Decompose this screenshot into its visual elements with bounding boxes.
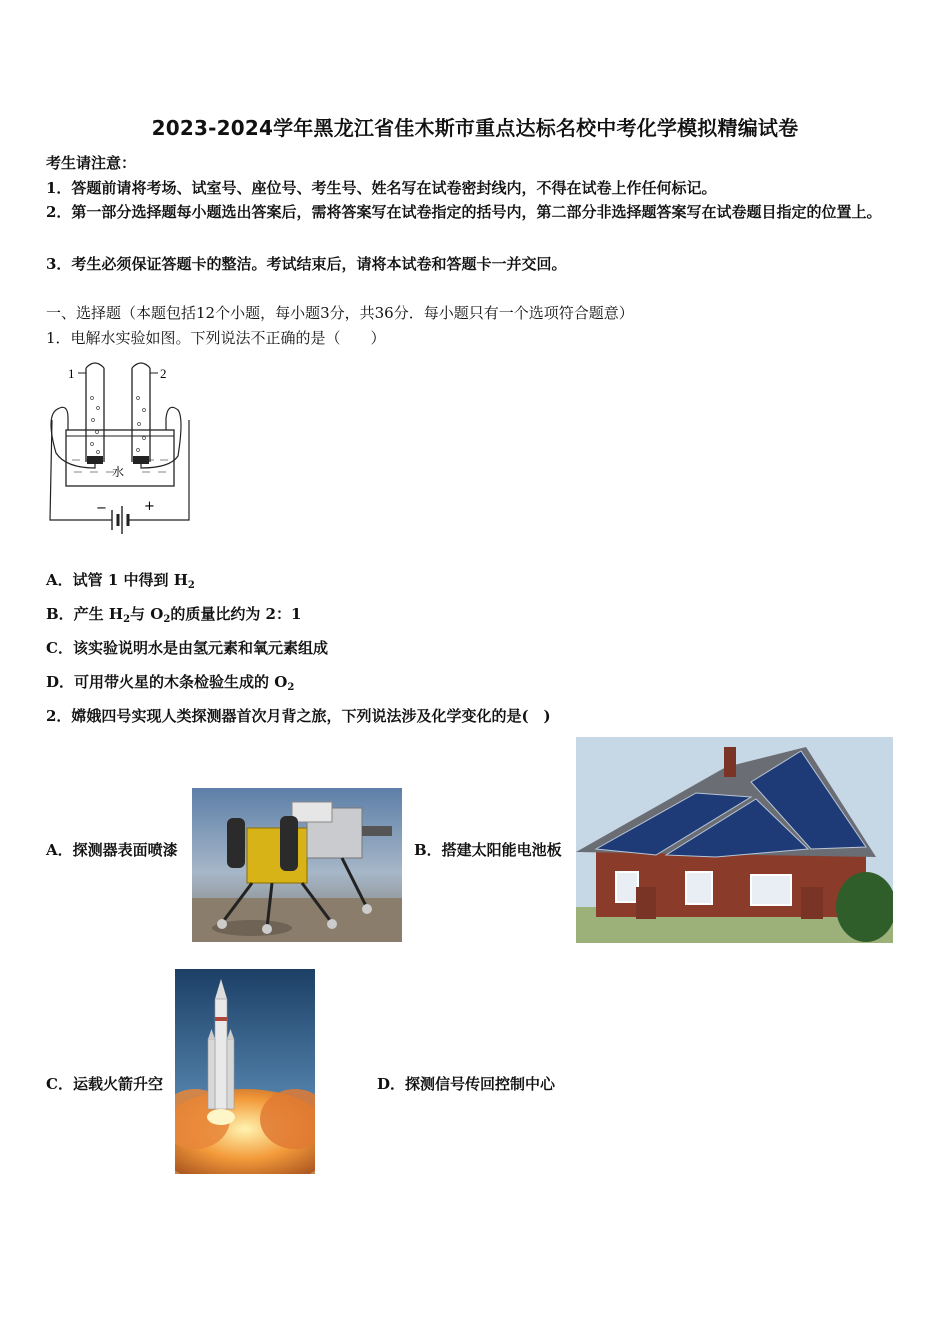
notice-item-1: 1．答题前请将考场、试室号、座位号、考生号、姓名写在试卷密封线内，不得在试卷上作任何标记。 <box>46 179 717 197</box>
notice-item-3: 3．考生必须保证答题卡的整洁。考试结束后，请将本试卷和答题卡一并交回。 <box>46 255 567 273</box>
minus-label: − <box>96 501 107 516</box>
water-label: 水 <box>112 465 125 479</box>
q1-option-c: C．该实验说明水是由氢元素和氧元素组成 <box>46 639 328 657</box>
page-title: 2023-2024学年黑龙江省佳木斯市重点达标名校中考化学模拟精编试卷 <box>151 116 799 140</box>
notice-heading: 考生请注意： <box>46 154 137 172</box>
q1-option-b: B．产生 $H_2$与 $O_2$的质量比约为 2：1 <box>46 605 302 625</box>
lander-image <box>192 788 402 942</box>
question-2-stem: 2．嫦娥四号实现人类探测器首次月背之旅，下列说法涉及化学变化的是( ) <box>46 707 551 725</box>
tube-1-label: 1 <box>68 366 75 381</box>
q2-option-d: D．探测信号传回控制中心 <box>377 1075 556 1093</box>
q1-option-d: D．可用带火星的木条检验生成的 $O_2$ <box>46 673 295 693</box>
q2-option-a: A．探测器表面喷漆 <box>46 841 178 859</box>
section-heading: 一、选择题（本题包括12个小题，每小题3分，共36分．每小题只有一个选项符合题意） <box>46 304 634 322</box>
rocket-launch-image <box>175 969 315 1174</box>
question-1-stem: 1．电解水实验如图。下列说法不正确的是（ ） <box>46 329 386 347</box>
electrolysis-diagram <box>46 358 196 543</box>
q2-option-b: B．搭建太阳能电池板 <box>414 841 562 859</box>
tube-2-label: 2 <box>160 366 167 381</box>
q1-option-a: A．试管 1 中得到 $H_2$ <box>46 571 195 591</box>
solar-house-image <box>576 737 893 943</box>
plus-label: + <box>144 499 155 514</box>
notice-item-2: 2．第一部分选择题每小题选出答案后，需将答案写在试卷指定的括号内，第二部分非选择题答案写在试卷题目指定的位置上。 <box>46 203 882 221</box>
q2-option-c: C．运载火箭升空 <box>46 1075 163 1093</box>
